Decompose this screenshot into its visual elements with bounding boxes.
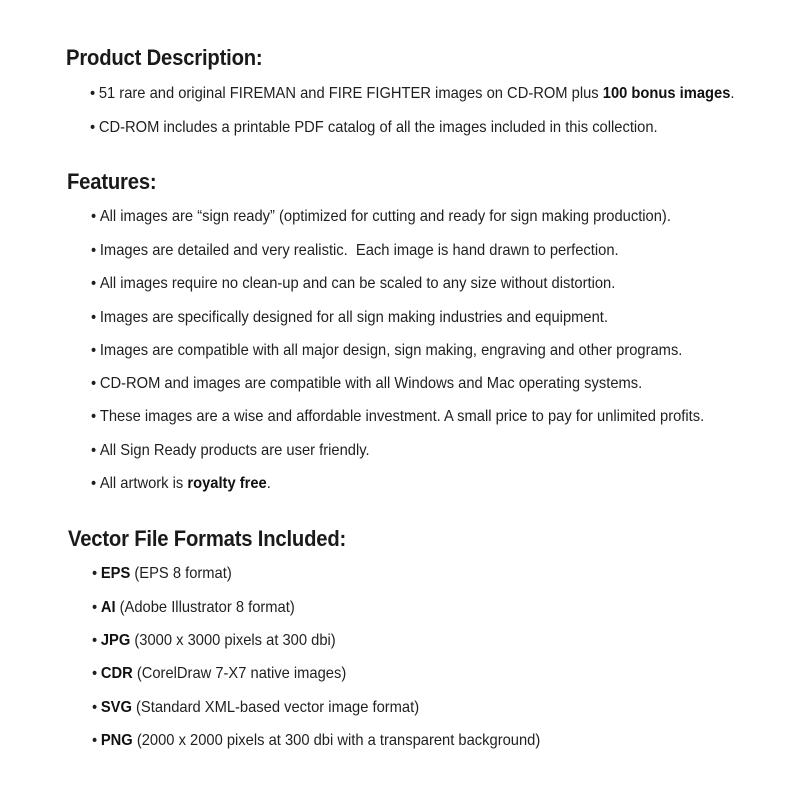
bullet-icon: • bbox=[92, 599, 98, 616]
list-item: • CDR (CorelDraw 7-X7 native images) bbox=[92, 665, 347, 682]
list-item: • Images are detailed and very realistic. Each image is hand drawn to perfection. bbox=[91, 242, 619, 259]
bullet-icon: • bbox=[91, 408, 97, 425]
bullet-icon: • bbox=[91, 309, 97, 326]
bullet-icon: • bbox=[91, 342, 97, 359]
bullet-icon: • bbox=[92, 565, 98, 582]
list-item: • These images are a wise and affordable investment. A small price to pay for unlimited profits. bbox=[91, 408, 705, 425]
bullet-icon: • bbox=[91, 442, 97, 459]
list-item: • CD-ROM includes a printable PDF catalog of all the images included in this collection. bbox=[90, 119, 658, 136]
bullet-icon: • bbox=[92, 732, 98, 749]
bullet-icon: • bbox=[91, 275, 97, 292]
list-item: • Images are compatible with all major design, sign making, engraving and other programs. bbox=[91, 342, 683, 359]
bullet-icon: • bbox=[90, 85, 96, 102]
bullet-icon: • bbox=[92, 699, 98, 716]
bullet-icon: • bbox=[91, 208, 97, 225]
list-item: • All images are “sign ready” (optimized for cutting and ready for sign making production). bbox=[91, 208, 671, 225]
list-item: • AI (Adobe Illustrator 8 format) bbox=[92, 599, 295, 616]
list-item: • EPS (EPS 8 format) bbox=[92, 565, 232, 582]
bullet-icon: • bbox=[90, 119, 96, 136]
list-item: • JPG (3000 x 3000 pixels at 300 dbi) bbox=[92, 632, 336, 649]
bullet-icon: • bbox=[91, 375, 97, 392]
list-item: • CD-ROM and images are compatible with all Windows and Mac operating systems. bbox=[91, 375, 643, 392]
bullet-icon: • bbox=[92, 632, 98, 649]
list-item: • Images are specifically designed for all sign making industries and equipment. bbox=[91, 309, 608, 326]
bullet-icon: • bbox=[91, 475, 97, 492]
list-item: • SVG (Standard XML-based vector image format) bbox=[92, 699, 420, 716]
bullet-icon: • bbox=[92, 665, 98, 682]
vector-formats-heading: Vector File Formats Included: bbox=[68, 526, 347, 551]
list-item: • All Sign Ready products are user friendly. bbox=[91, 442, 370, 459]
list-item: • All images require no clean-up and can be scaled to any size without distortion. bbox=[91, 275, 616, 292]
list-item: • All artwork is royalty free. bbox=[91, 475, 271, 492]
bullet-icon: • bbox=[91, 242, 97, 259]
product-description-heading: Product Description: bbox=[66, 45, 263, 70]
list-item: • PNG (2000 x 2000 pixels at 300 dbi with a transparent background) bbox=[92, 732, 541, 749]
features-heading: Features: bbox=[67, 169, 157, 194]
list-item: • 51 rare and original FIREMAN and FIRE FIGHTER images on CD-ROM plus 100 bonus images. bbox=[90, 85, 735, 102]
